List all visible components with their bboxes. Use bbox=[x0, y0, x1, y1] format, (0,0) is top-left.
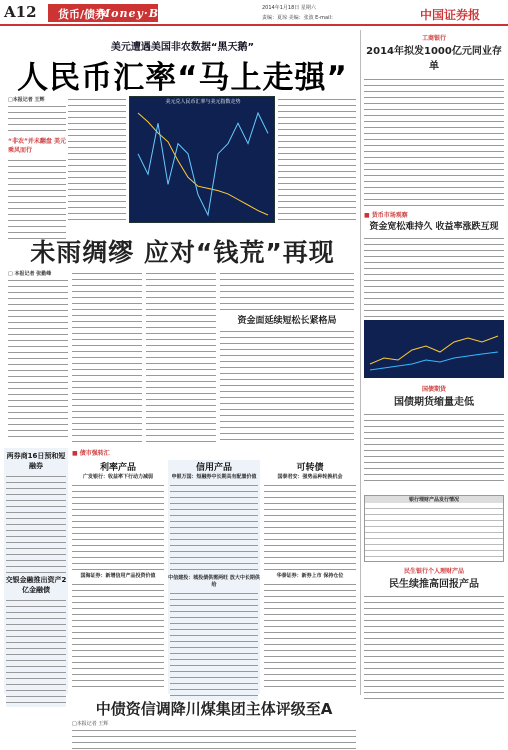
masthead-logo: 中国证券报 bbox=[420, 8, 481, 22]
rates-chart-panel bbox=[364, 320, 504, 378]
rates-line-2 bbox=[370, 352, 498, 370]
bond-futures-label: 国债期货 bbox=[421, 386, 446, 393]
lead-kicker: 美元遭遇美国非农数据“黑天鹅” bbox=[110, 42, 255, 53]
credit-column-sub: 申银万国：短融券中长期具有配置价值 bbox=[171, 474, 257, 480]
text-block bbox=[264, 482, 356, 572]
feature-byline: □ 本报记者 张勤峰 bbox=[8, 271, 52, 277]
credit-column bbox=[168, 460, 260, 694]
bond-futures-headline: 国债期货缩量走低 bbox=[394, 397, 474, 408]
text-block bbox=[170, 482, 258, 572]
lead-col-2 bbox=[68, 96, 126, 224]
page-number: A12 bbox=[4, 3, 37, 21]
lead-headline: 人民币汇率“马上走强” bbox=[17, 60, 348, 96]
minsheng-headline: 民生续推高回报产品 bbox=[389, 579, 479, 590]
text-block bbox=[264, 581, 356, 691]
text-block bbox=[72, 270, 142, 442]
icbc-label: 工商银行 bbox=[421, 35, 446, 42]
text-block bbox=[6, 473, 66, 573]
icbc-headline: 2014年拟发1000亿元同业存单 bbox=[366, 46, 502, 72]
text-block bbox=[364, 593, 504, 701]
convertible-column-sub: 国泰君安：强势品种轮换机会 bbox=[277, 474, 343, 480]
rates-column-sub2: 国海证券：新增信用产品投资价值 bbox=[80, 573, 156, 579]
lead-subhead: “非农”并未翻盘 美元乘风而行 bbox=[8, 138, 66, 154]
convertible-column-head: 可转债 bbox=[296, 463, 324, 473]
text-block bbox=[220, 328, 354, 442]
rates-column-head: 利率产品 bbox=[99, 463, 136, 473]
text-block bbox=[6, 597, 66, 707]
text-block bbox=[364, 76, 504, 206]
section-title-en: Money·Bonds bbox=[98, 7, 193, 20]
minsheng-label: 民生银行个人理财产品 bbox=[403, 568, 464, 575]
section-title: 货币/债券 bbox=[58, 8, 107, 21]
money-market-label: ■ 货币市场观察 bbox=[364, 212, 408, 219]
text-block bbox=[146, 270, 216, 442]
briefs-box bbox=[4, 448, 68, 694]
convertible-column-sub2: 华泰证券：新券上市 保持仓位 bbox=[276, 573, 344, 579]
text-block bbox=[72, 482, 164, 572]
lead-col-4 bbox=[278, 96, 356, 224]
commentary-section: ■ 债市强转汇 bbox=[72, 450, 110, 457]
lead-col-1 bbox=[8, 96, 66, 242]
text-block bbox=[364, 411, 504, 483]
bottom-headline: 中债资信调降川煤集团主体评级至A bbox=[95, 700, 333, 718]
table-body bbox=[365, 503, 503, 561]
text-block bbox=[8, 157, 66, 242]
section-band bbox=[48, 4, 193, 22]
credit-column-sub2: 中信建投：城投债供需两旺 放大中长期供给 bbox=[168, 575, 260, 588]
wealth-product-table bbox=[364, 495, 504, 562]
feature-subheadline: 资金面延续短松长紧格局 bbox=[237, 316, 337, 326]
editors-line: 责编：夏琼 美编：张波 E-mail： bbox=[262, 15, 336, 21]
feature-headline: 未雨绸缪 应对“钱荒”再现 bbox=[30, 238, 335, 267]
credit-column-head: 信用产品 bbox=[195, 463, 232, 473]
text-block bbox=[72, 727, 356, 749]
text-block bbox=[170, 590, 258, 700]
text-block bbox=[8, 103, 66, 133]
text-block bbox=[72, 581, 164, 691]
text-block bbox=[8, 277, 68, 442]
lead-byline: □本报记者 王辉 bbox=[8, 97, 45, 103]
exchange-rate-chart bbox=[129, 96, 275, 223]
brief-headline-2: 交银金融推出资产2亿金融债 bbox=[5, 576, 67, 594]
brief-headline-1: 两券商16日预和短融券 bbox=[6, 452, 66, 470]
money-market-headline: 资金宽松难持久 收益率涨跌互现 bbox=[369, 222, 499, 232]
dateline: 2014年1月18日 星期六 bbox=[262, 5, 316, 11]
chart-plot bbox=[130, 105, 276, 223]
rates-column-sub: 广发银行：收益率下行动力减弱 bbox=[82, 474, 153, 480]
chart-series-2 bbox=[138, 113, 268, 215]
bottom-byline: □本报记者 王辉 bbox=[72, 721, 109, 727]
text-block bbox=[220, 270, 354, 310]
column-divider bbox=[360, 30, 361, 695]
chart-title: 美元兑人民币汇率与美元指数走势 bbox=[165, 99, 241, 105]
table-header: 银行理财产品发行情况 bbox=[365, 496, 503, 503]
rates-line-1 bbox=[370, 336, 498, 364]
page-header bbox=[0, 0, 508, 26]
rates-chart bbox=[364, 320, 504, 378]
